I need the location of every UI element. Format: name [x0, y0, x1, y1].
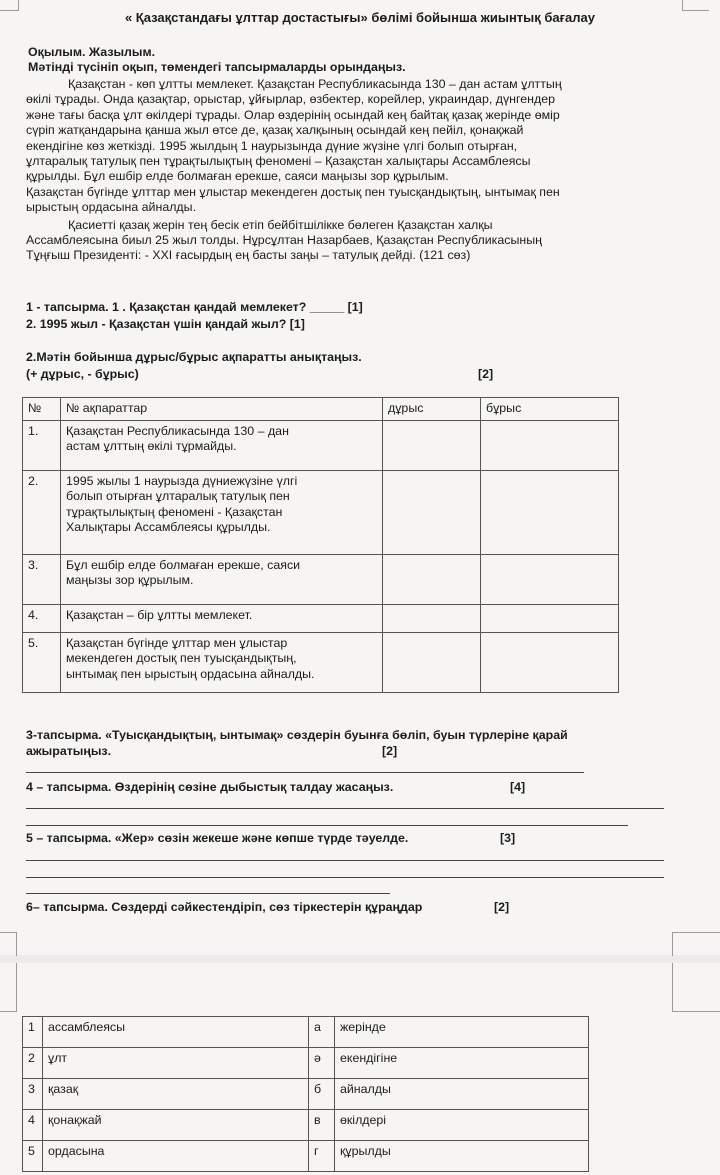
statement-line: Қазақстан бүгінде ұлттар мен ұлыстар [66, 635, 288, 650]
true-answer-cell[interactable] [383, 604, 481, 632]
answer-line[interactable] [26, 860, 664, 861]
letter-cell: ә [309, 1048, 335, 1079]
statement-cell [61, 604, 383, 632]
statement-cell [61, 554, 383, 604]
true-answer-cell[interactable] [383, 420, 481, 470]
word-cell: ордасына [43, 1141, 309, 1172]
row-number: 2. [23, 470, 61, 554]
statement-line: болып отырған ұлтаралық татулық пен [66, 489, 290, 503]
row-number: 2 [23, 1048, 43, 1079]
task4: 4 – тапсырма. Өздерінің сөзіне дыбыстық талдау жасаңыз. [26, 780, 394, 794]
true-answer-cell[interactable] [383, 632, 481, 692]
statement-line: Қазақстан – бір ұлтты мемлекет. [66, 607, 253, 622]
task1-question2: 2. 1995 жыл - Қазақстан үшін қандай жыл? [1] [26, 317, 305, 331]
task2-score: [2] [478, 367, 494, 381]
word-cell: ассамблеясы [43, 1017, 309, 1048]
statement-line: Қазақстан Республикасында 130 – дан [66, 423, 289, 438]
task5-score: [3] [500, 831, 516, 845]
text-line: Қазақстан бүгінде ұлттар мен ұлыстар мекендеген достық пен туысқандықтың, ынтымақ пен [26, 184, 560, 199]
section-title: Оқылым. Жазылым. [28, 45, 156, 59]
word-cell: ұлт [43, 1048, 309, 1079]
instruction: Мәтінді түсініп оқып, төмендегі тапсырмаларды орындаңыз. [28, 60, 406, 74]
answer-line[interactable] [26, 877, 664, 878]
table-row [23, 470, 619, 554]
task3-line2: ажыратыңыз. [26, 744, 112, 758]
task2-title: 2.Мәтін бойынша дұрыс/бұрыс ақпаратты анықтаңыз. [26, 350, 362, 364]
false-answer-cell[interactable] [481, 420, 619, 470]
text-line: Қазақстан - көп ұлтты мемлекет. Қазақстан Республикасында 130 – дан астам ұлттың [68, 77, 562, 91]
text-line: Ассамблеясына биыл 25 жыл толды. Нұрсұлтан Назарбаев, Қазақстан Республикасының [26, 233, 542, 248]
task6: 6– тапсырма. Сөздерді сәйкестендіріп, сөз тіркестерін құраңдар [26, 900, 423, 914]
task5: 5 – тапсырма. «Жер» сөзін жекеше және көпше түрде тәуелде. [26, 831, 409, 845]
false-answer-cell[interactable] [481, 470, 619, 554]
false-answer-cell[interactable] [481, 604, 619, 632]
crop-mark-bottom-right [672, 932, 720, 956]
column-header-number: № [23, 398, 61, 421]
statement-cell [61, 470, 383, 554]
table-row [23, 1141, 589, 1172]
row-number: 1. [23, 420, 61, 470]
word-cell: қонақжай [43, 1110, 309, 1141]
statement-cell [61, 632, 383, 692]
match-cell: екендігіне [335, 1048, 589, 1079]
row-number: 4. [23, 604, 61, 632]
table-row [23, 604, 619, 632]
text-line: және тағы басқа ұлт өкілдері тұрады. Олар өздерінің осындай кең байтақ қазақ жерінде өмір [26, 107, 560, 122]
letter-cell: б [309, 1079, 335, 1110]
text-line: сүріп жатқандарына қанша жыл өтсе де, қазақ халқының осындай кең пейіл, қонақжай [26, 123, 524, 138]
answer-line[interactable] [26, 893, 390, 894]
match-cell: айналды [335, 1079, 589, 1110]
task6-score: [2] [494, 900, 510, 914]
table-row [23, 1079, 589, 1110]
word-cell: қазақ [43, 1079, 309, 1110]
row-number: 5. [23, 632, 61, 692]
matching-table [22, 1016, 589, 1172]
statement-line: мекендеген достық пен туысқандықтың, [66, 651, 297, 665]
row-number: 3. [23, 554, 61, 604]
table-row [23, 1110, 589, 1141]
text-line: Қасиетті қазақ жерін тең бесік етіп бейбітшілікке бөлеген Қазақстан халқы [68, 217, 493, 232]
worksheet-header: « Қазақстандағы ұлттар достастығы» бөлімі бойынша жиынтық бағалау [124, 10, 596, 25]
column-header-false: бұрыс [481, 398, 619, 421]
statement-line: тұрақтылықтың феномені - Қазақстан [66, 504, 283, 519]
column-header-true: дұрыс [383, 398, 481, 421]
table-row [23, 1017, 589, 1048]
statement-cell [61, 420, 383, 470]
true-false-table [22, 397, 619, 693]
statement-line: Бұл ешбір елде болмаған ерекше, саяси [66, 557, 301, 572]
match-cell: құрылды [335, 1141, 589, 1172]
letter-cell: г [309, 1141, 335, 1172]
answer-line[interactable] [26, 808, 664, 809]
crop-mark-bottom-left [0, 932, 17, 956]
match-cell: жерінде [335, 1017, 589, 1048]
text-line: құрылды. Бұл ешбір елде болмаған ерекше, саяси маңызы зор құрылым. [26, 169, 449, 184]
statement-line: маңызы зор құрылым. [66, 573, 194, 587]
column-header-statements: № ақпараттар [61, 398, 383, 421]
worksheet-page-2 [0, 963, 720, 1175]
true-answer-cell[interactable] [383, 554, 481, 604]
answer-line[interactable] [26, 772, 584, 773]
row-number: 5 [23, 1141, 43, 1172]
letter-cell: а [309, 1017, 335, 1048]
row-number: 3 [23, 1079, 43, 1110]
false-answer-cell[interactable] [481, 632, 619, 692]
answer-line[interactable] [26, 825, 628, 826]
table-row [23, 1048, 589, 1079]
text-line: ырыстың ордасына айналды. [26, 200, 197, 215]
table-row [23, 420, 619, 470]
table-row [23, 632, 619, 692]
table-header-row [23, 398, 619, 421]
crop-mark-top-right [672, 963, 720, 1012]
task3-line1: 3-тапсырма. «Туысқандықтың, ынтымақ» сөздерін буынға бөліп, буын түрлеріне қарай [26, 728, 568, 742]
match-cell: өкілдері [335, 1110, 589, 1141]
row-number: 1 [23, 1017, 43, 1048]
crop-mark-top-left [0, 963, 17, 1012]
task4-score: [4] [510, 780, 526, 794]
statement-line: астам ұлттың өкілі тұрмайды. [66, 439, 237, 453]
text-line: Тұңғыш Президенті: - XXI ғасырдың ең басты заңы – татулық дейді. (121 сөз) [26, 248, 471, 263]
statement-line: 1995 жылы 1 наурызда дүниежүзіне үлгі [66, 473, 298, 488]
reading-text [26, 77, 681, 264]
task3-score: [2] [382, 744, 398, 758]
text-line: ұлтаралық татулық пен тұрақтылықтың феномені – Қазақстан халықтары Ассамблеясы [26, 154, 531, 169]
statement-line: Халықтары Ассамблеясы құрылды. [66, 520, 271, 534]
task2-subtitle: (+ дұрыс, - бұрыс) [26, 367, 139, 381]
text-line: екендігіне көз жеткізді. 1995 жылдың 1 наурызында дүние жүзіне үлгі болып отырған, [26, 138, 518, 153]
row-number: 4 [23, 1110, 43, 1141]
letter-cell: в [309, 1110, 335, 1141]
task1-question1: 1 - тапсырма. 1 . Қазақстан қандай мемлекет? _____ [1] [26, 300, 363, 314]
table-row [23, 554, 619, 604]
statement-line: ынтымақ пен ырыстың ордасына айналды. [66, 666, 315, 681]
true-answer-cell[interactable] [383, 470, 481, 554]
text-line: өкілі тұрады. Онда қазақтар, орыстар, ұйғырлар, өзбектер, корейлер, украиндар, дүнгендер [26, 92, 555, 107]
false-answer-cell[interactable] [481, 554, 619, 604]
